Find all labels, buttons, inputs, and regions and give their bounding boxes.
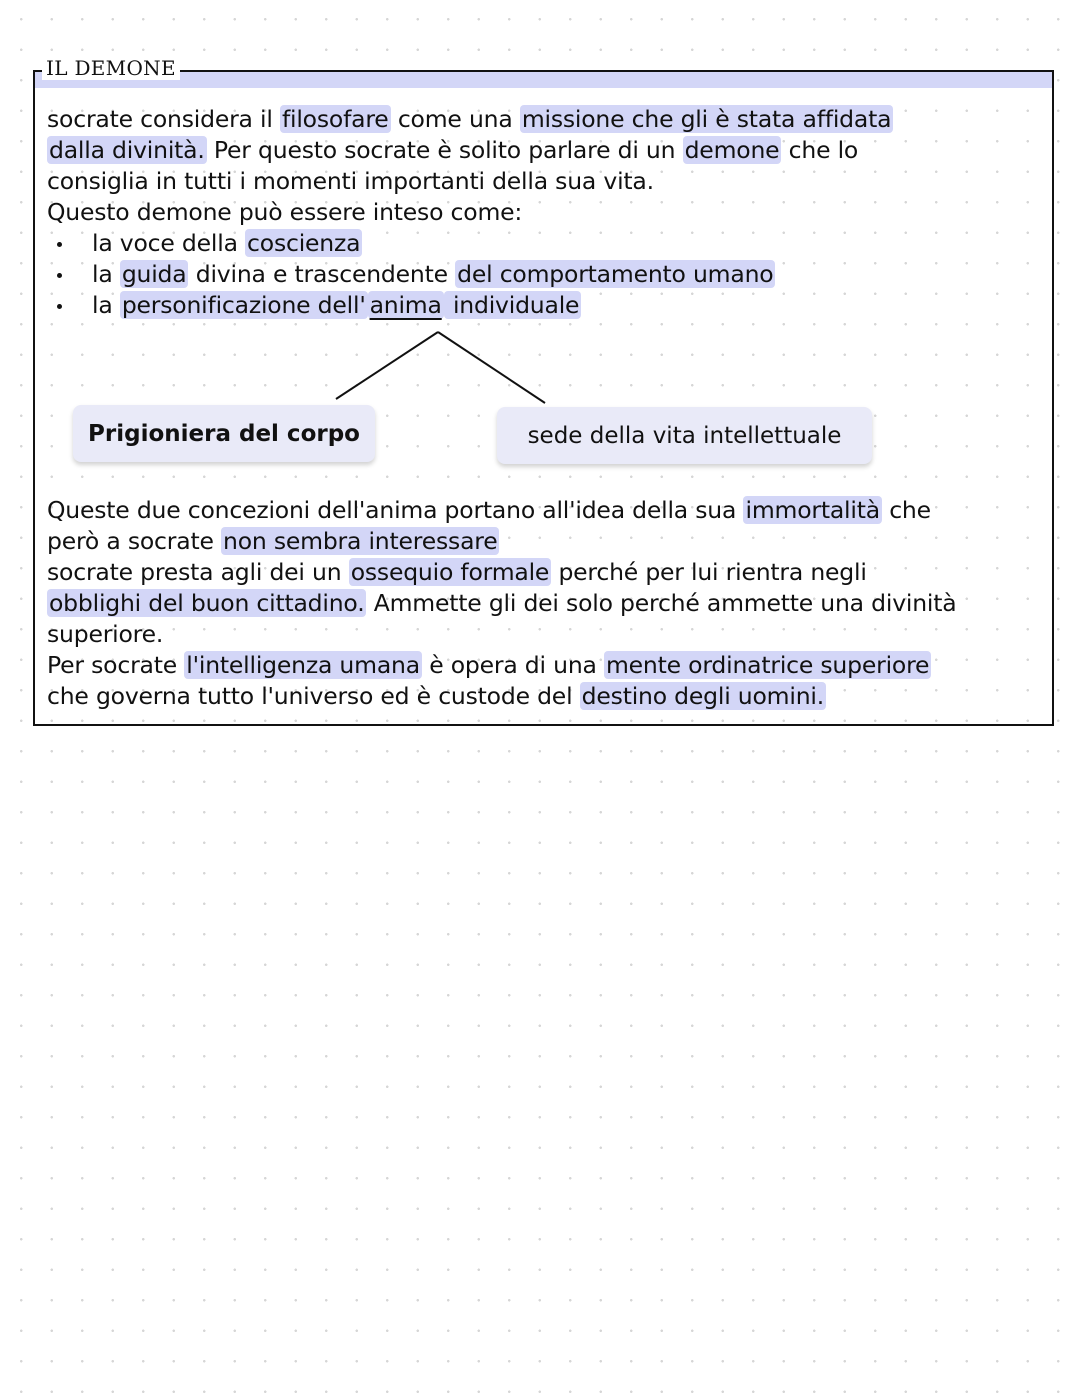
text-line bbox=[47, 104, 893, 135]
highlighted-text: mente ordinatrice superiore bbox=[605, 651, 930, 679]
highlighted-text: obblighi del buon cittadino. bbox=[49, 589, 365, 617]
highlighted-text: personificazione dell' bbox=[121, 291, 366, 319]
highlighted-text: del comportamento umano bbox=[457, 260, 774, 288]
text-run: divina e trascendente bbox=[188, 260, 456, 288]
highlighted-text: l'intelligenza umana bbox=[186, 651, 420, 679]
text-run: superiore. bbox=[47, 620, 164, 648]
section-title: IL DEMONE bbox=[42, 56, 180, 80]
closing-paragraph bbox=[47, 495, 956, 712]
list-item bbox=[50, 259, 775, 290]
card-prigioniera-corpo: Prigioniera del corpo bbox=[73, 405, 375, 462]
highlighted-text: individuale bbox=[445, 291, 580, 319]
highlighted-text: missione che gli è stata affidata bbox=[521, 105, 892, 133]
highlighted-text: coscienza bbox=[247, 229, 361, 257]
text-run: consiglia in tutti i momenti importanti della sua vita. bbox=[47, 167, 654, 195]
card-sede-vita-intellettuale: sede della vita intellettuale bbox=[497, 407, 872, 464]
highlighted-text: anima bbox=[369, 291, 442, 319]
text-line bbox=[47, 197, 893, 228]
list-item bbox=[50, 228, 775, 259]
text-run: Ammette gli dei solo perché ammette una divinità bbox=[366, 589, 957, 617]
text-line bbox=[47, 557, 956, 588]
text-line bbox=[47, 135, 893, 166]
text-line bbox=[47, 526, 956, 557]
text-line bbox=[47, 681, 956, 712]
text-line bbox=[47, 650, 956, 681]
highlighted-text: dalla divinità. bbox=[49, 136, 205, 164]
demone-meanings-list bbox=[50, 228, 775, 321]
highlighted-text: guida bbox=[121, 260, 187, 288]
text-run: però a socrate bbox=[47, 527, 221, 555]
list-item bbox=[50, 290, 775, 321]
text-run: che bbox=[881, 496, 931, 524]
header-band bbox=[35, 72, 1052, 88]
text-run: Per socrate bbox=[47, 651, 185, 679]
text-run: socrate presta agli dei un bbox=[47, 558, 349, 586]
text-line bbox=[47, 619, 956, 650]
highlighted-text: demone bbox=[684, 136, 780, 164]
intro-paragraph bbox=[47, 104, 893, 228]
text-run: Per questo socrate è solito parlare di un bbox=[206, 136, 683, 164]
highlighted-text: non sembra interessare bbox=[223, 527, 498, 555]
text-run: la bbox=[92, 291, 120, 319]
text-run: è opera di una bbox=[421, 651, 604, 679]
text-run: che governa tutto l'universo ed è custode del bbox=[47, 682, 580, 710]
highlighted-text: immortalità bbox=[745, 496, 880, 524]
text-run: socrate considera il bbox=[47, 105, 280, 133]
highlighted-text: filosofare bbox=[281, 105, 389, 133]
text-line bbox=[47, 588, 956, 619]
text-run: Queste due concezioni dell'anima portano all'idea della sua bbox=[47, 496, 744, 524]
text-run: Questo demone può essere inteso come: bbox=[47, 198, 523, 226]
text-run: come una bbox=[390, 105, 520, 133]
highlighted-text: ossequio formale bbox=[350, 558, 550, 586]
text-run: che lo bbox=[781, 136, 859, 164]
text-run: la bbox=[92, 260, 120, 288]
text-line bbox=[47, 495, 956, 526]
text-run: perché per lui rientra negli bbox=[551, 558, 867, 586]
text-run: la voce della bbox=[92, 229, 246, 257]
highlighted-text: destino degli uomini. bbox=[581, 682, 824, 710]
text-line bbox=[47, 166, 893, 197]
